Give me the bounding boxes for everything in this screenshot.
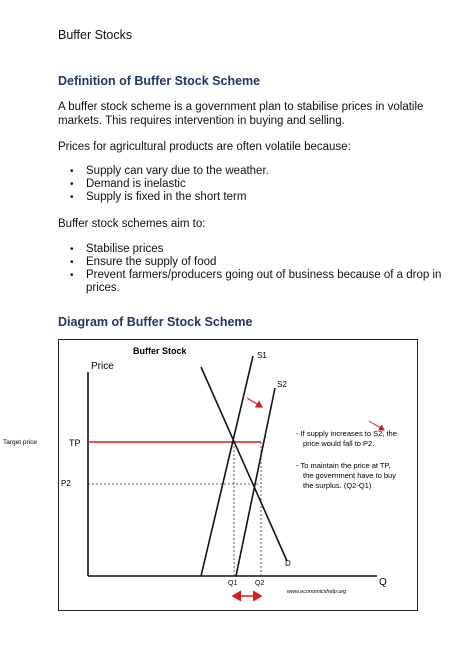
list-item: • Demand is inelastic <box>58 178 269 191</box>
note-line-1: - If supply increases to S2, the <box>296 429 397 438</box>
diagram-title: Buffer Stock <box>133 346 187 356</box>
p2-label: P2 <box>61 479 71 488</box>
list-item: • Ensure the supply of food <box>58 256 441 269</box>
x-axis-label: Q <box>379 577 387 588</box>
list-item: • Supply can vary due to the weather. <box>58 165 269 178</box>
s1-label: S1 <box>257 351 267 360</box>
definition-heading: Definition of Buffer Stock Scheme <box>58 74 261 88</box>
definition-paragraph <box>58 100 423 128</box>
list-item: • Prevent farmers/producers going out of business because of a drop in <box>58 269 441 282</box>
d-label: D <box>285 559 291 568</box>
supply-curve-s2 <box>236 388 275 576</box>
diagram-svg <box>3 340 417 610</box>
buffer-stock-diagram <box>3 339 418 611</box>
notes-box <box>296 421 397 490</box>
volatile-reasons-list <box>58 165 269 204</box>
definition-line-2: markets. This requires intervention in buying and selling. <box>58 115 345 127</box>
aims-list <box>58 243 441 295</box>
note-line-4: the government have to buy <box>303 471 396 480</box>
s2-label: S2 <box>277 380 287 389</box>
note-line-2: price would fall to P2. <box>303 439 375 448</box>
q2-label: Q2 <box>255 580 265 587</box>
list-item: • Stabilise prices <box>58 243 441 256</box>
list-item: • Supply is fixed in the short term <box>58 191 269 204</box>
volatile-intro: Prices for agricultural products are often volatile because: <box>58 141 351 153</box>
q1-label: Q1 <box>228 580 238 587</box>
watermark: www.economicshelp.org <box>287 589 347 595</box>
target-price-label: Target price <box>3 439 37 446</box>
list-item: prices. <box>86 282 120 294</box>
document-title: Buffer Stocks <box>58 28 133 42</box>
diagram-heading: Diagram of Buffer Stock Scheme <box>58 315 253 329</box>
supply-shift-arrow <box>247 398 262 407</box>
note-line-5: the surplus. (Q2-Q1) <box>303 481 372 490</box>
tp-label: TP <box>69 438 81 448</box>
y-axis-label: Price <box>91 361 114 372</box>
aims-intro: Buffer stock schemes aim to: <box>58 218 206 230</box>
note-line-3: - To maintain the price at TP, <box>296 461 391 470</box>
definition-line-1: A buffer stock scheme is a government plan to stabilise prices in volatile <box>58 101 424 113</box>
